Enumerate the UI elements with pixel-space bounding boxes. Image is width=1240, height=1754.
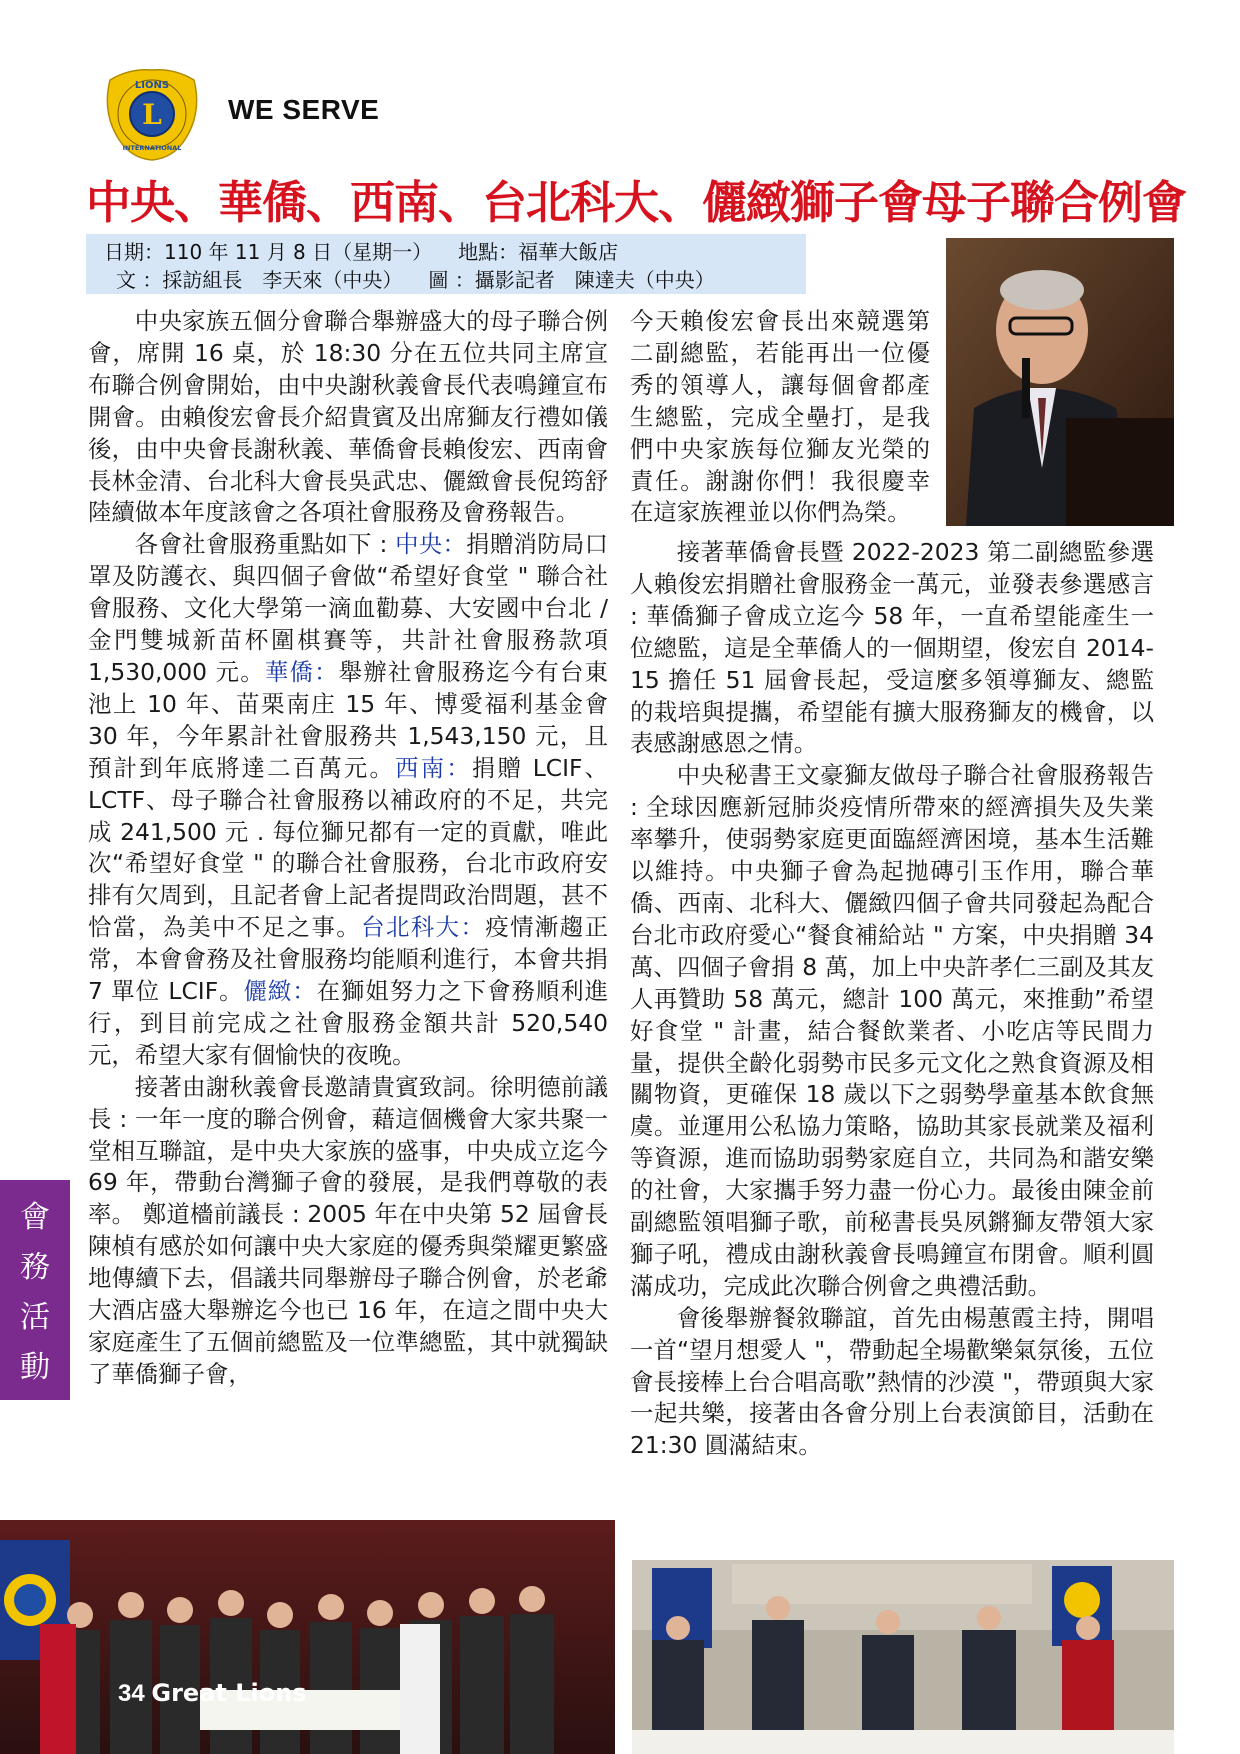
speaker-photo (946, 238, 1174, 526)
paragraph-candidate-speech: 接著華僑會長暨 2022-2023 第二副總監參選人賴俊宏捐贈社會服務金一萬元，並發表參選感言 : 華僑獅子會成立迄今 58 年，一直希望能產生一位總監，這是全華僑人的一個期望，俊宏自 2014-15 擔任 51 屆會長起，受這麼多領導獅友、總監的栽培與提攜，希望能有擴大服務獅友的機會，以表感謝感恩之情。 (630, 538, 1154, 758)
article-column-right-top (630, 306, 930, 529)
lions-logo-icon (100, 60, 204, 164)
club-heading-zhongyang: 中央： (395, 530, 467, 559)
club-heading-huaqiao: 華僑： (264, 657, 339, 686)
section-tab-char-1: 會 (20, 1200, 50, 1235)
paragraph-services: 各會社會服務重點如下 : 中央：捐贈消防局口罩及防護衣、與四個子會做“希望好食堂 " 聯合社會服務、文化大學第一滴血勸募、大安國中台北 / 金門雙城新苗杯圍棋賽等，共計社會服務款項 1,530,000 元。華僑：舉辦社會服務迄今有台東池上 10 年、苗栗南庄 15 年、博愛福利基金會 30 年，今年累計社會服務共 1,543,150 元，且預計到年底將達二百萬元。西南：捐贈 LCIF、LCTF、母子聯合社會服務以補政府的不足，共完成 241,500 元 . 每位獅兄都有一定的貢獻，唯此次“希望好食堂 " 的聯合社會服務，台北市政府安排有欠周到，且記者會上記者提問政治問題，甚不恰當，為美中不足之事。台北科大：疫情漸趨正常，本會會務及社會服務均能順利進行，本會共捐 7 單位 LCIF。儷緻：在獅姐努力之下會務順利進行，到目前完成之社會服務金額共計 520,540 元，希望大家有個愉快的夜晚。 (88, 530, 609, 1069)
article-column-right (630, 537, 1154, 1462)
club-heading-lizhi: 儷緻： (243, 977, 317, 1006)
photo-credit-label: 圖 ：攝影記者 陳達夫（中央） (428, 268, 715, 292)
author-label: 文 ：採訪組長 李天來（中央） (116, 268, 403, 292)
paragraph-banquet: 會後舉辦餐敘聯誼，首先由楊蕙霞主持，開唱一首“望月想愛人 "，帶動起全場歡樂氣氛後，五位會長接棒上台合唱高歌”熱情的沙漠 "，帶頭與大家一起共樂，接著由各會分別上台表演節目，活動在 21:30 圓滿結束。 (630, 1303, 1154, 1460)
section-tab-char-3: 活 (20, 1300, 50, 1335)
group-photo (0, 1520, 615, 1754)
article-title: 中央、華僑、西南、台北科大、儷緻獅子會母子聯合例會 (86, 176, 1187, 229)
club-heading-taipei-tech: 台北科大： (361, 913, 486, 942)
slogan: WE SERVE (228, 94, 380, 125)
stage-photo (632, 1560, 1174, 1754)
paragraph-continuation: 今天賴俊宏會長出來競選第二副總監，若能再出一位優秀的領導人，讓每個會都產生總監，完成全壘打，是我們中央家族每位獅友光榮的責任。謝謝你們！我很慶幸在這家族裡並以你們為榮。 (630, 307, 930, 527)
article-column-left (88, 306, 608, 1391)
paragraph-intro: 中央家族五個分會聯合舉辦盛大的母子聯合例會，席開 16 桌，於 18:30 分在五位共同主席宣布聯合例會開始，由中央謝秋義會長代表鳴鐘宣布開會。由賴俊宏會長介紹貴賓及出席獅友行禮如儀後，由中央會長謝秋義、華僑會長賴俊宏、西南會長林金清、台北科大會長吳武忠、儷緻會長倪筠舒陸續做本年度該會之各項社會服務及會務報告。 (88, 307, 608, 527)
date-label: 日期：110 年 11 月 8 日（星期一） (104, 240, 433, 264)
section-tab-char-4: 動 (20, 1350, 50, 1385)
section-tab (0, 1180, 70, 1400)
page-footer (118, 1679, 307, 1708)
venue-label: 地點：福華大飯店 (458, 240, 619, 264)
section-tab-char-2: 務 (20, 1250, 50, 1285)
logo-text-bottom: INTERNATIONAL (122, 144, 182, 152)
logo-letter: L (142, 98, 162, 131)
paragraph-guest-speeches: 接著由謝秋義會長邀請貴賓致詞。徐明德前議長 : 一年一度的聯合例會，藉這個機會大家共聚一堂相互聯誼，是中央大家族的盛事，中央成立迄今 69 年，帶動台灣獅子會的發展，是我們尊敬的表率。 鄭道檣前議長 : 2005 年在中央第 52 屆會長陳楨有感於如何讓中央大家庭的優秀與榮耀更繁盛地傳續下去，倡議共同舉辦母子聯合例會，於老爺大酒店盛大舉辦迄今也已 16 年，在這之間中央大家庭產生了五個前總監及一位準總監，其中就獨缺了華僑獅子會， (88, 1072, 608, 1388)
logo-text-top: LIONS (134, 80, 170, 91)
article-info (86, 234, 806, 294)
club-heading-xinan: 西南： (395, 753, 472, 782)
page-number: 34 (118, 1680, 145, 1707)
paragraph-service-report: 中央秘書王文豪獅友做母子聯合社會服務報告 : 全球因應新冠肺炎疫情所帶來的經濟損失及失業率攀升，使弱勢家庭更面臨經濟困境，基本生活難以維持。中央獅子會為起拋磚引玉作用，聯合華僑、西南、北科大、儷緻四個子會共同發起為配合台北市政府愛心“餐食補給站 " 方案，中央捐贈 34 萬、四個子會捐 8 萬，加上中央許孝仁三副及其友人再贊助 58 萬元，總計 100 萬元，來推動”希望好食堂 " 計畫，結合餐飲業者、小吃店等民間力量，提供全齡化弱勢市民多元文化之熟食資源及相關物資，更確保 18 歲以下之弱勢學童基本飲食無虞。並運用公私協力策略，協助其家長就業及福利等資源，進而協助弱勢家庭自立，共同為和諧安樂的社會，大家攜手努力盡一份心力。最後由陳金前副總監領唱獅子歌，前秘書長吳夙鏘獅友帶領大家獅子吼，禮成由謝秋義會長鳴鐘宣布閉會。順利圓滿成功，完成此次聯合例會之典禮活動。 (630, 761, 1154, 1300)
magazine-name: Great Lions (151, 1679, 307, 1707)
